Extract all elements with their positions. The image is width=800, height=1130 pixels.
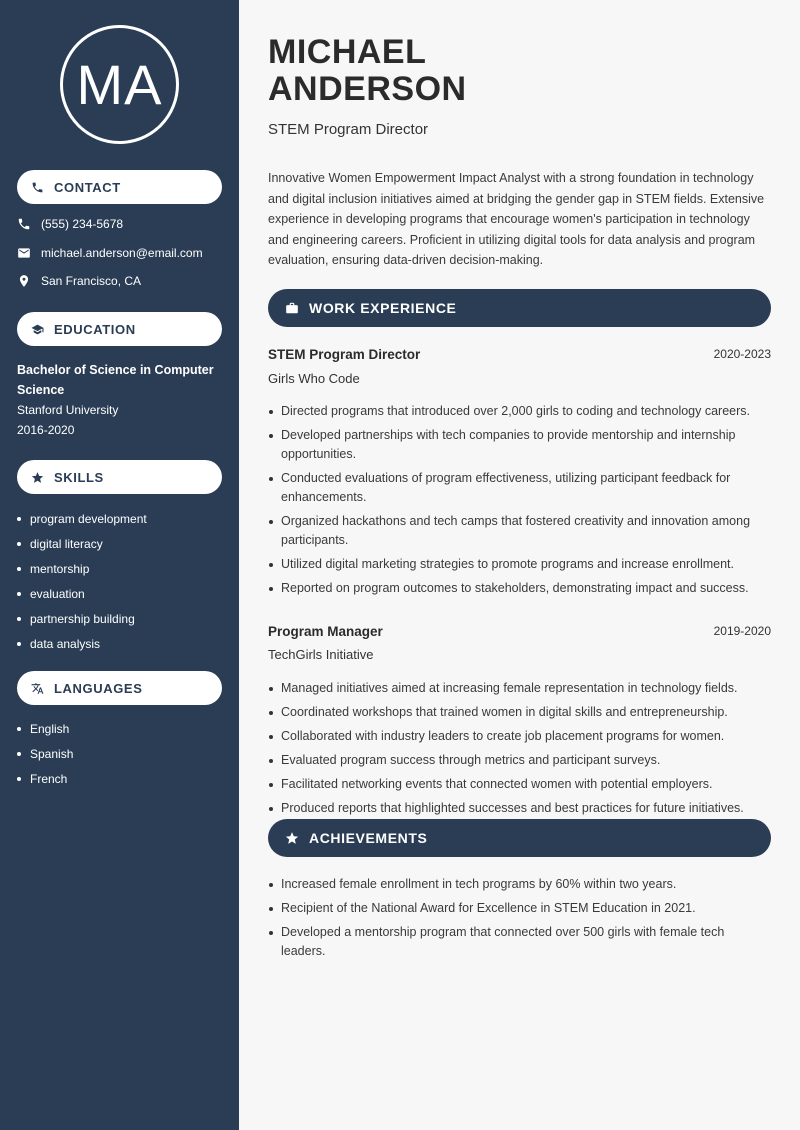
email-icon — [17, 246, 31, 260]
work-experience-heading-label: WORK EXPERIENCE — [309, 300, 457, 316]
job-bullet-text: Produced reports that highlighted successes and best practices for future initiatives. — [281, 801, 744, 815]
location-text: San Francisco, CA — [41, 274, 142, 288]
bullet-dot — [269, 410, 273, 414]
phone-icon — [17, 217, 31, 231]
star-icon — [31, 471, 44, 484]
bullet-dot — [269, 587, 273, 591]
bullet-dot — [17, 642, 21, 646]
job-bullet-text: Collaborated with industry leaders to create job placement programs for women. — [281, 729, 725, 743]
bullet-dot — [269, 563, 273, 567]
phone-icon — [31, 181, 44, 194]
job-bullet — [268, 426, 771, 464]
job-bullet — [268, 679, 771, 698]
monogram-avatar: MA — [60, 25, 179, 144]
bullet-dot — [269, 783, 273, 787]
achievement-text: Increased female enrollment in tech programs by 60% within two years. — [281, 877, 677, 891]
email-text: michael.anderson@email.com — [41, 246, 203, 260]
job-bullet-text: Developed partnerships with tech companies to provide mentorship and internship opportunities. — [281, 428, 736, 461]
skill-item — [17, 606, 147, 631]
job-bullet — [268, 555, 771, 574]
skill-text: evaluation — [30, 586, 85, 601]
skill-text: partnership building — [30, 611, 135, 626]
job-dates: 2019-2020 — [713, 624, 771, 638]
job-bullet-text: Evaluated program success through metrics and participant surveys. — [281, 753, 661, 767]
job-bullet — [268, 469, 771, 507]
star-icon — [285, 831, 299, 845]
skill-text: mentorship — [30, 561, 90, 576]
bullet-dot — [17, 542, 21, 546]
languages-list — [17, 716, 73, 791]
bullet-dot — [17, 567, 21, 571]
contact-location — [17, 274, 141, 288]
bullet-dot — [17, 727, 21, 731]
job-bullet — [268, 579, 771, 598]
job-bullet-text: Organized hackathons and tech camps that fostered creativity and innovation among participants. — [281, 514, 751, 547]
achievement-item — [268, 875, 771, 894]
job-title: STEM Program Director — [268, 347, 421, 362]
education-heading — [17, 312, 222, 346]
bullet-dot — [269, 711, 273, 715]
skill-item — [17, 581, 147, 606]
bullet-dot — [17, 617, 21, 621]
achievements-heading — [268, 819, 771, 857]
job-bullet-list — [268, 679, 771, 823]
phone-text: (555) 234-5678 — [41, 217, 124, 231]
education-heading-label: EDUCATION — [54, 321, 136, 337]
bullet-dot — [269, 520, 273, 524]
bullet-dot — [269, 687, 273, 691]
skill-item — [17, 506, 147, 531]
skill-text: digital literacy — [30, 536, 103, 551]
language-text: Spanish — [30, 746, 74, 761]
education-school: Stanford University — [17, 403, 119, 417]
language-item — [17, 741, 73, 766]
language-item — [17, 766, 73, 791]
achievement-item — [268, 899, 771, 918]
bullet-dot — [269, 735, 273, 739]
skills-heading-label: SKILLS — [54, 469, 104, 485]
briefcase-icon — [285, 301, 299, 315]
sidebar — [0, 0, 239, 1130]
bullet-dot — [269, 907, 273, 911]
job-bullet-text: Conducted evaluations of program effectiveness, utilizing participant feedback for enhancements. — [281, 471, 731, 504]
graduation-cap-icon — [31, 323, 44, 336]
job-bullet — [268, 727, 771, 746]
job-bullet — [268, 751, 771, 770]
bullet-dot — [17, 592, 21, 596]
skills-list — [17, 506, 147, 656]
skill-text: program development — [30, 511, 147, 526]
skill-item — [17, 631, 147, 656]
work-experience-heading — [268, 289, 771, 327]
job-bullet — [268, 512, 771, 550]
bullet-dot — [17, 777, 21, 781]
job-bullet — [268, 775, 771, 794]
candidate-name — [268, 34, 467, 108]
job-bullet-text: Utilized digital marketing strategies to promote programs and increase enrollment. — [281, 557, 734, 571]
job-organization: Girls Who Code — [268, 371, 360, 386]
translate-icon — [31, 682, 44, 695]
bullet-dot — [17, 752, 21, 756]
language-text: French — [30, 771, 68, 786]
job-bullet-text: Coordinated workshops that trained women in digital skills and entrepreneurship. — [281, 705, 728, 719]
contact-phone — [17, 217, 123, 231]
job-bullet-text: Directed programs that introduced over 2,000 girls to coding and technology careers. — [281, 404, 751, 418]
education-degree: Bachelor of Science in Computer Science — [17, 363, 214, 397]
language-item — [17, 716, 73, 741]
job-organization: TechGirls Initiative — [268, 647, 374, 662]
contact-heading — [17, 170, 222, 204]
bullet-dot — [269, 477, 273, 481]
job-bullet — [268, 799, 771, 818]
bullet-dot — [17, 517, 21, 521]
languages-heading — [17, 671, 222, 705]
job-bullet-text: Facilitated networking events that connected women with potential employers. — [281, 777, 713, 791]
achievement-item — [268, 923, 771, 961]
skill-item — [17, 556, 147, 581]
achievement-text: Developed a mentorship program that connected over 500 girls with female tech leaders. — [281, 925, 725, 958]
job-bullet-text: Reported on program outcomes to stakeholders, demonstrating impact and success. — [281, 581, 749, 595]
contact-email — [17, 246, 203, 260]
job-title: Program Manager — [268, 624, 383, 639]
bullet-dot — [269, 883, 273, 887]
achievements-heading-label: ACHIEVEMENTS — [309, 830, 428, 846]
job-bullet — [268, 703, 771, 722]
achievement-text: Recipient of the National Award for Excellence in STEM Education in 2021. — [281, 901, 696, 915]
skills-heading — [17, 460, 222, 494]
language-text: English — [30, 721, 70, 736]
education-years: 2016-2020 — [17, 423, 75, 437]
bullet-dot — [269, 931, 273, 935]
bullet-dot — [269, 434, 273, 438]
profile-summary: Innovative Women Empowerment Impact Analyst with a strong foundation in technology and digital inclusion initiatives aimed at bridging the gender gap in STEM fields. Extensive experience in developing programs that encourage women's participation in technology and engineering careers. Proficient in utilizing digital tools for data analysis and program evaluation, ensuring data-driven decision-making. — [268, 171, 765, 267]
languages-heading-label: LANGUAGES — [54, 680, 143, 696]
location-pin-icon — [17, 274, 31, 288]
job-bullet-list — [268, 402, 771, 603]
contact-heading-label: CONTACT — [54, 179, 121, 195]
job-bullet-text: Managed initiatives aimed at increasing female representation in technology fields. — [281, 681, 738, 695]
bullet-dot — [269, 807, 273, 811]
job-bullet — [268, 402, 771, 421]
candidate-title: STEM Program Director — [268, 121, 429, 138]
achievements-list — [268, 875, 771, 966]
skill-item — [17, 531, 147, 556]
skill-text: data analysis — [30, 636, 101, 651]
name-line-first: MICHAEL — [268, 33, 427, 71]
name-line-last: ANDERSON — [268, 70, 467, 108]
bullet-dot — [269, 759, 273, 763]
job-dates: 2020-2023 — [713, 347, 771, 361]
